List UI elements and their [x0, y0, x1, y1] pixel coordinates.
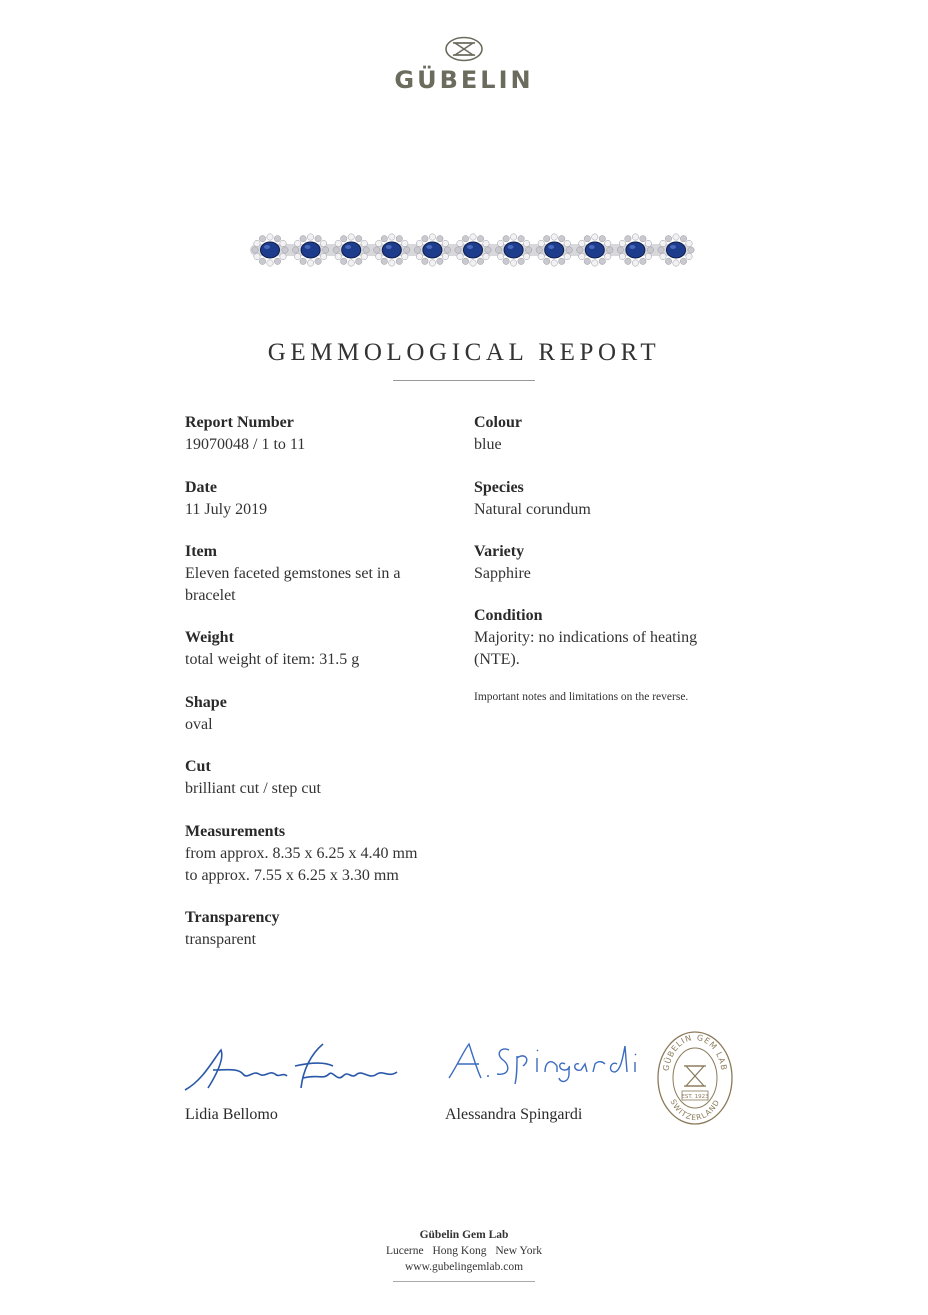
halo-diamond [640, 258, 646, 264]
field-label: Condition [474, 607, 543, 624]
halo-diamond [619, 240, 625, 246]
sapphire-stone [545, 242, 564, 258]
halo-diamond [503, 258, 509, 264]
stone-highlight [589, 245, 595, 249]
halo-diamond [356, 258, 362, 264]
halo-diamond [361, 240, 367, 246]
halo-diamond [559, 258, 565, 264]
stone-highlight [508, 245, 514, 249]
halo-diamond [673, 234, 679, 240]
halo-diamond [307, 234, 313, 240]
halo-diamond [665, 258, 671, 264]
field-label: Weight [185, 629, 234, 646]
halo-diamond [632, 234, 638, 240]
halo-diamond [551, 234, 557, 240]
halo-diamond [396, 258, 402, 264]
halo-diamond [592, 260, 598, 266]
halo-diamond [376, 253, 382, 259]
halo-diamond [294, 253, 300, 259]
halo-diamond [483, 253, 489, 259]
signer-name-1: Lidia Bellomo [185, 1106, 278, 1123]
field-value: Eleven faceted gemstones set in a bracelet [185, 565, 401, 604]
field-label: Date [185, 479, 217, 496]
halo-diamond [497, 240, 503, 246]
halo-diamond [389, 260, 395, 266]
halo-diamond [518, 258, 524, 264]
halo-diamond [462, 258, 468, 264]
halo-diamond [374, 247, 380, 253]
field-weight [185, 627, 455, 671]
field-label: Item [185, 543, 217, 560]
stone-highlight [629, 245, 635, 249]
halo-diamond [274, 236, 280, 242]
halo-diamond [254, 253, 260, 259]
sapphire-stone [423, 242, 442, 258]
halo-diamond [341, 236, 347, 242]
halo-diamond [416, 253, 422, 259]
halo-diamond [294, 240, 300, 246]
halo-diamond [660, 253, 666, 259]
halo-diamond [658, 247, 664, 253]
halo-diamond [619, 253, 625, 259]
halo-diamond [617, 247, 623, 253]
halo-diamond [335, 253, 341, 259]
sapphire-stone [464, 242, 483, 258]
stone-highlight [264, 245, 270, 249]
halo-diamond [647, 247, 653, 253]
halo-diamond [523, 253, 529, 259]
footer-cities [0, 1243, 928, 1259]
bracelet-stone-cluster [455, 234, 491, 266]
field-label: Report Number [185, 414, 294, 431]
halo-diamond [680, 236, 686, 242]
field-label: Transparency [185, 909, 280, 926]
halo-diamond [584, 258, 590, 264]
bracelet-stone-cluster [536, 234, 572, 266]
halo-diamond [477, 258, 483, 264]
halo-diamond [259, 258, 265, 264]
field-cut [185, 756, 455, 800]
bracelet-stone-cluster [617, 234, 653, 266]
halo-diamond [470, 260, 476, 266]
bracelet-stone-cluster [374, 234, 410, 266]
halo-diamond [320, 240, 326, 246]
halo-diamond [348, 234, 354, 240]
halo-diamond [584, 236, 590, 242]
halo-diamond [402, 253, 408, 259]
hourglass-emblem-icon [444, 36, 484, 62]
halo-diamond [315, 258, 321, 264]
halo-diamond [566, 247, 572, 253]
halo-diamond [599, 236, 605, 242]
field-value: 19070048 / 1 to 11 [185, 436, 306, 453]
footer-city: Hong Kong [432, 1245, 487, 1257]
halo-diamond [307, 260, 313, 266]
halo-diamond [495, 247, 501, 253]
brand-name: GÜBELIN [394, 66, 534, 94]
halo-diamond [688, 247, 694, 253]
footer-city: Lucerne [385, 1245, 424, 1257]
halo-diamond [559, 236, 565, 242]
bracelet-stone-cluster [495, 234, 531, 266]
halo-diamond [525, 247, 531, 253]
halo-diamond [414, 247, 420, 253]
halo-diamond [356, 236, 362, 242]
halo-diamond [665, 236, 671, 242]
halo-diamond [536, 247, 542, 253]
halo-diamond [564, 240, 570, 246]
sapphire-stone [261, 242, 280, 258]
halo-diamond [680, 258, 686, 264]
halo-diamond [485, 247, 491, 253]
field-label: Colour [474, 414, 522, 431]
footer-lab-name: Gübelin Gem Lab [419, 1229, 509, 1241]
sapphire-stone [626, 242, 645, 258]
halo-diamond [632, 260, 638, 266]
halo-diamond [462, 236, 468, 242]
sapphire-stone [342, 242, 361, 258]
field-measurements [185, 821, 455, 887]
footer [0, 1227, 928, 1275]
halo-diamond [422, 236, 428, 242]
halo-diamond [300, 258, 306, 264]
halo-diamond [625, 236, 631, 242]
footer-website-link[interactable]: www.gubelingemlab.com [404, 1261, 524, 1273]
stone-highlight [670, 245, 676, 249]
title-divider [393, 380, 535, 381]
field-value-line2: to approx. 7.55 x 6.25 x 3.30 mm [185, 867, 399, 884]
halo-diamond [267, 260, 273, 266]
halo-diamond [599, 258, 605, 264]
halo-diamond [503, 236, 509, 242]
halo-diamond [442, 253, 448, 259]
halo-diamond [455, 247, 461, 253]
field-value: Sapphire [474, 565, 531, 582]
field-label: Cut [185, 758, 211, 775]
halo-diamond [510, 260, 516, 266]
halo-diamond [381, 236, 387, 242]
halo-diamond [510, 234, 516, 240]
field-label: Shape [185, 694, 227, 711]
gem-lab-seal [656, 1030, 734, 1126]
report-title: GEMMOLOGICAL REPORT [267, 339, 661, 366]
halo-diamond [416, 240, 422, 246]
field-value: Natural corundum [474, 501, 591, 518]
halo-diamond [389, 234, 395, 240]
halo-diamond [376, 240, 382, 246]
bracelet-stone-cluster [292, 234, 328, 266]
seal-text-bottom: SWITZERLAND [668, 1097, 722, 1123]
field-value: total weight of item: 31.5 g [185, 651, 360, 668]
halo-diamond [396, 236, 402, 242]
field-item [185, 541, 435, 607]
halo-diamond [335, 240, 341, 246]
stone-highlight [467, 245, 473, 249]
bracelet-stone-cluster [658, 234, 694, 266]
halo-diamond [538, 240, 544, 246]
field-label: Measurements [185, 823, 286, 840]
halo-diamond [437, 258, 443, 264]
stone-highlight [548, 245, 554, 249]
field-species [474, 477, 774, 521]
halo-diamond [551, 260, 557, 266]
halo-diamond [402, 240, 408, 246]
stone-highlight [345, 245, 351, 249]
halo-diamond [280, 240, 286, 246]
field-value: blue [474, 436, 502, 453]
field-date [185, 477, 455, 521]
halo-diamond [437, 236, 443, 242]
halo-diamond [477, 236, 483, 242]
field-transparency [185, 907, 455, 951]
stone-highlight [386, 245, 392, 249]
sapphire-stone [504, 242, 523, 258]
halo-diamond [282, 247, 288, 253]
halo-diamond [523, 240, 529, 246]
halo-diamond [404, 247, 410, 253]
field-value: transparent [185, 931, 257, 948]
halo-diamond [605, 240, 611, 246]
sapphire-bracelet-photo [244, 228, 696, 272]
halo-diamond [333, 247, 339, 253]
halo-diamond [564, 253, 570, 259]
halo-diamond [579, 253, 585, 259]
field-report-number [185, 412, 455, 456]
halo-diamond [300, 236, 306, 242]
halo-diamond [497, 253, 503, 259]
halo-diamond [429, 234, 435, 240]
halo-diamond [315, 236, 321, 242]
halo-diamond [280, 253, 286, 259]
halo-diamond [592, 234, 598, 240]
halo-diamond [254, 240, 260, 246]
halo-diamond [645, 253, 651, 259]
halo-diamond [518, 236, 524, 242]
brand-logo [0, 36, 928, 94]
field-label: Species [474, 479, 524, 496]
halo-diamond [686, 253, 692, 259]
field-condition [474, 605, 739, 671]
halo-diamond [363, 247, 369, 253]
sapphire-stone [667, 242, 686, 258]
field-value: 11 July 2019 [185, 501, 268, 518]
halo-diamond [607, 247, 613, 253]
halo-diamond [422, 258, 428, 264]
halo-diamond [483, 240, 489, 246]
halo-diamond [544, 258, 550, 264]
halo-diamond [322, 247, 328, 253]
halo-diamond [259, 236, 265, 242]
halo-diamond [660, 240, 666, 246]
halo-diamond [381, 258, 387, 264]
halo-diamond [292, 247, 298, 253]
signature-bellomo [183, 1040, 408, 1095]
sapphire-stone [382, 242, 401, 258]
halo-diamond [361, 253, 367, 259]
sapphire-stone [585, 242, 604, 258]
halo-diamond [429, 260, 435, 266]
halo-diamond [470, 234, 476, 240]
halo-diamond [625, 258, 631, 264]
halo-diamond [579, 240, 585, 246]
bracelet-stone-cluster [414, 234, 450, 266]
halo-diamond [341, 258, 347, 264]
field-variety [474, 541, 774, 585]
halo-diamond [320, 253, 326, 259]
halo-diamond [274, 258, 280, 264]
reverse-notes-text: Important notes and limitations on the reverse. [474, 691, 689, 703]
stone-highlight [426, 245, 432, 249]
halo-diamond [457, 240, 463, 246]
seal-text-top: GÜBELIN GEM LAB [661, 1032, 729, 1072]
bracelet-stone-cluster [252, 234, 288, 266]
halo-diamond [267, 234, 273, 240]
field-colour [474, 412, 774, 456]
halo-diamond [444, 247, 450, 253]
seal-est: EST. 1923 [681, 1094, 709, 1100]
stone-highlight [305, 245, 311, 249]
bracelet-stone-cluster [577, 234, 613, 266]
field-value: from approx. 8.35 x 6.25 x 4.40 mm [185, 845, 418, 862]
field-value: oval [185, 716, 213, 733]
halo-diamond [252, 247, 258, 253]
halo-diamond [348, 260, 354, 266]
bracelet-stone-cluster [333, 234, 369, 266]
sapphire-stone [301, 242, 320, 258]
footer-divider [393, 1281, 535, 1282]
signer-name-2: Alessandra Spingardi [445, 1106, 583, 1123]
field-shape [185, 692, 455, 736]
halo-diamond [544, 236, 550, 242]
halo-diamond [640, 236, 646, 242]
halo-diamond [686, 240, 692, 246]
halo-diamond [605, 253, 611, 259]
halo-diamond [673, 260, 679, 266]
halo-diamond [645, 240, 651, 246]
halo-diamond [442, 240, 448, 246]
field-value: Majority: no indications of heating (NTE). [474, 629, 698, 668]
halo-diamond [457, 253, 463, 259]
footer-city: New York [495, 1245, 543, 1257]
field-value: brilliant cut / step cut [185, 780, 321, 797]
field-label: Variety [474, 543, 525, 560]
signature-spingardi [445, 1036, 660, 1086]
halo-diamond [577, 247, 583, 253]
halo-diamond [538, 253, 544, 259]
